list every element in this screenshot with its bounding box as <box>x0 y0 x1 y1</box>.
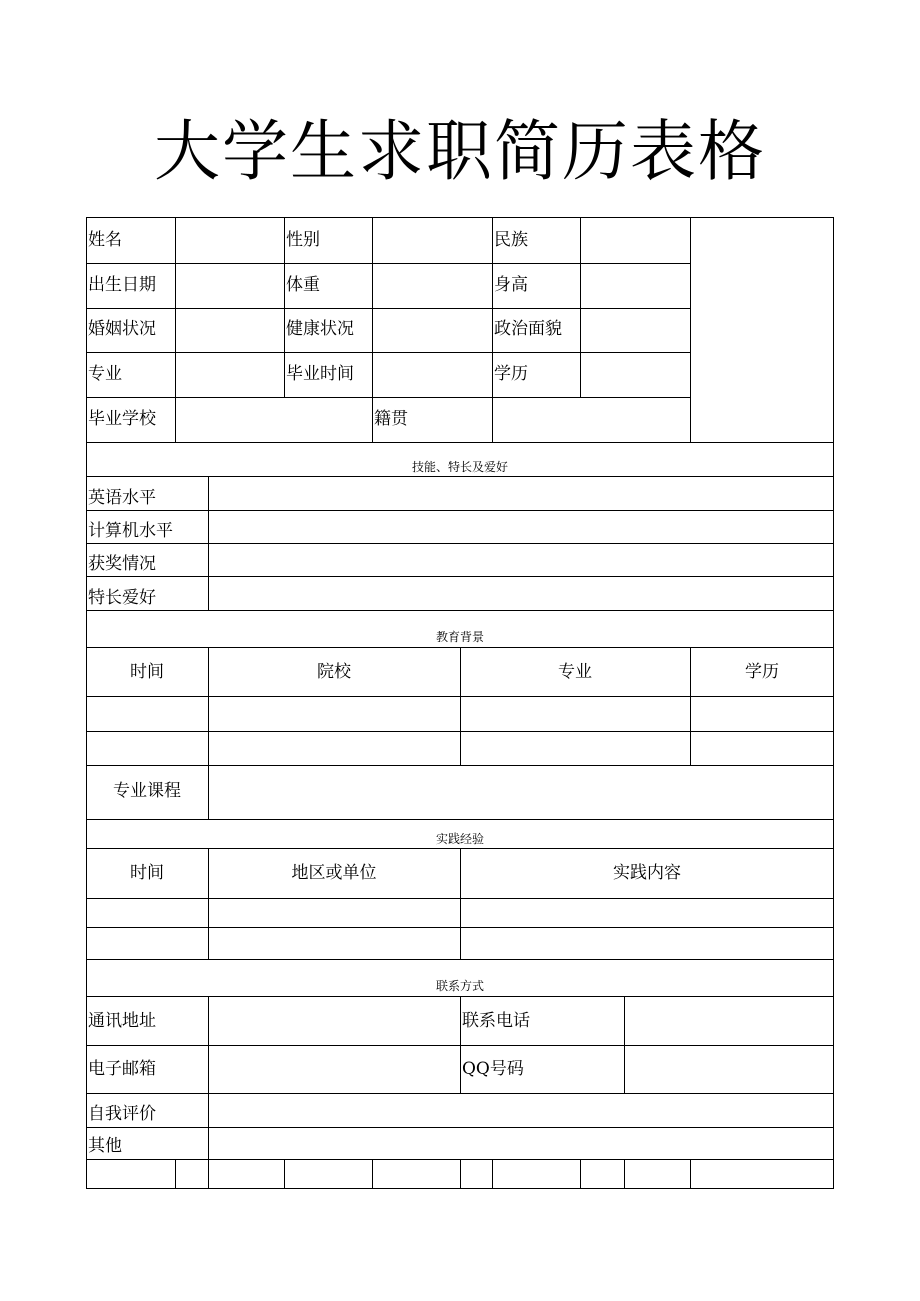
col-edu-time: 时间 <box>130 662 164 682</box>
label-courses: 专业课程 <box>113 781 181 801</box>
label-birthdate: 出生日期 <box>88 275 156 295</box>
label-email: 电子邮箱 <box>88 1059 156 1079</box>
label-school: 毕业学校 <box>88 409 156 429</box>
col-edu-major: 专业 <box>558 662 592 682</box>
label-address: 通讯地址 <box>88 1011 156 1031</box>
label-self-eval: 自我评价 <box>88 1104 156 1124</box>
label-health: 健康状况 <box>286 319 354 339</box>
label-computer: 计算机水平 <box>88 521 173 541</box>
section-header-education: 教育背景 <box>435 630 484 644</box>
col-practice-content: 实践内容 <box>613 863 681 883</box>
section-header-skills: 技能、特长及爱好 <box>411 460 508 474</box>
label-phone: 联系电话 <box>462 1011 530 1031</box>
label-native-place: 籍贯 <box>374 409 408 429</box>
label-degree: 学历 <box>494 364 528 384</box>
col-practice-time: 时间 <box>130 863 164 883</box>
label-political: 政治面貌 <box>494 319 562 339</box>
label-grad-time: 毕业时间 <box>286 364 354 384</box>
label-gender: 性别 <box>286 230 320 250</box>
label-awards: 获奖情况 <box>88 554 156 574</box>
label-name: 姓名 <box>88 230 122 250</box>
col-practice-place: 地区或单位 <box>291 863 377 883</box>
label-major: 专业 <box>88 364 122 384</box>
form-grid-lines <box>86 217 834 1189</box>
col-edu-school: 院校 <box>317 662 351 682</box>
label-weight: 体重 <box>286 275 320 295</box>
label-marital: 婚姻状况 <box>88 319 156 339</box>
col-edu-degree: 学历 <box>745 662 779 682</box>
label-misc: 其他 <box>88 1136 122 1156</box>
label-qq: QQ号码 <box>462 1059 524 1079</box>
page-title: 大学生求职简历表格 <box>154 113 766 190</box>
label-ethnicity: 民族 <box>494 230 528 250</box>
label-height: 身高 <box>494 275 528 295</box>
label-english: 英语水平 <box>88 488 156 508</box>
resume-form <box>86 217 834 1189</box>
label-hobbies: 特长爱好 <box>88 588 156 608</box>
section-header-practice: 实践经验 <box>435 832 484 846</box>
section-header-contact: 联系方式 <box>435 979 484 993</box>
